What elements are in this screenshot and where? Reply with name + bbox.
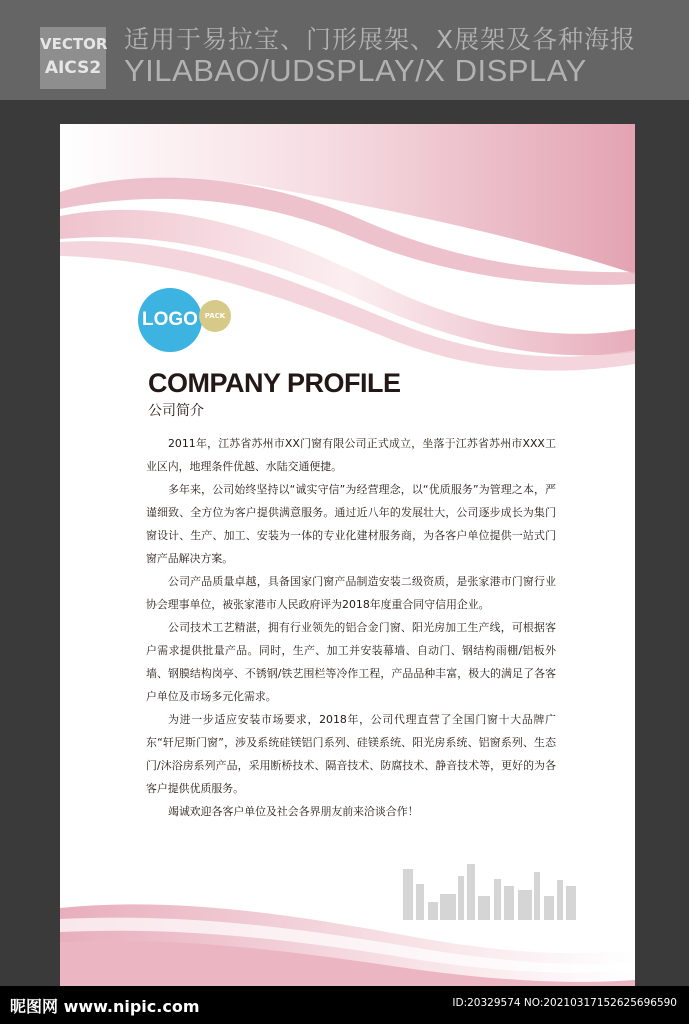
company-logo: LOGO — [138, 288, 202, 352]
paragraph: 公司技术工艺精湛，拥有行业领先的铝合金门窗、阳光房加工生产线，可根据客户需求提供批量产品。同时，生产、加工并安装幕墙、自动门、钢结构雨棚/铝板外墙、钢膜结构岗亭、不锈钢/铁艺围栏等冷作工程，产品品种丰富，极大的满足了各客户单位及市场多元化需求。 — [146, 621, 556, 703]
skyline-graphic — [403, 864, 576, 920]
badge-line-2: AICS2 — [44, 58, 102, 78]
paragraph: 多年来，公司始终坚持以“诚实守信”为经营理念，以“优质服务”为管理之本，严谨细致、全方位为客户提供满意服务。通过近八年的发展壮大，公司逐步成长为集门窗设计、生产、加工、安装为一体的专业化建材服务商，为各客户单位提供一站式门窗产品解决方案。 — [146, 483, 556, 565]
poster-sheet — [60, 124, 635, 986]
paragraph: 竭诚欢迎各客户单位及社会各界朋友前来洽谈合作！ — [168, 805, 419, 818]
page-subtitle: 公司简介 — [148, 403, 204, 419]
top-banner — [0, 0, 689, 100]
badge-line-1: VECTOR — [40, 35, 108, 53]
vector-badge — [40, 27, 106, 89]
logo-pack-badge: PACK — [199, 300, 231, 332]
site-watermark: 昵图网 www.nipic.com — [10, 997, 200, 1016]
paragraph: 2011年，江苏省苏州市XX门窗有限公司正式成立，坐落于江苏省苏州市XXX工业区内，地理条件优越、水陆交通便捷。 — [146, 437, 556, 473]
banner-title-en: YILABAO/UDSPLAY/X DISPLAY — [124, 53, 587, 88]
paragraph: 公司产品质量卓越，具备国家门窗产品制造安装二级资质，是张家港市门窗行业协会理事单位，被张家港市人民政府评为2018年度重合同守信用企业。 — [146, 575, 556, 611]
image-id: ID:20329574 NO:20210317152625696590 — [452, 997, 677, 1009]
watermark-footer — [0, 986, 689, 1024]
page-title: COMPANY PROFILE — [148, 368, 401, 398]
paragraph: 为进一步适应安装市场要求，2018年，公司代理直营了全国门窗十大品牌广东“轩尼斯门窗”，涉及系统硅镁铝门系列、硅镁系统、阳光房系统、铝窗系列、生态门/沐浴房系列产品，采用断桥技术、隔音技术、防腐技术、静音技术等，更好的为各客户提供优质服务。 — [146, 713, 556, 795]
banner-title-cn: 适用于易拉宝、门形展架、X展架及各种海报 — [124, 25, 637, 54]
profile-body — [146, 432, 556, 823]
